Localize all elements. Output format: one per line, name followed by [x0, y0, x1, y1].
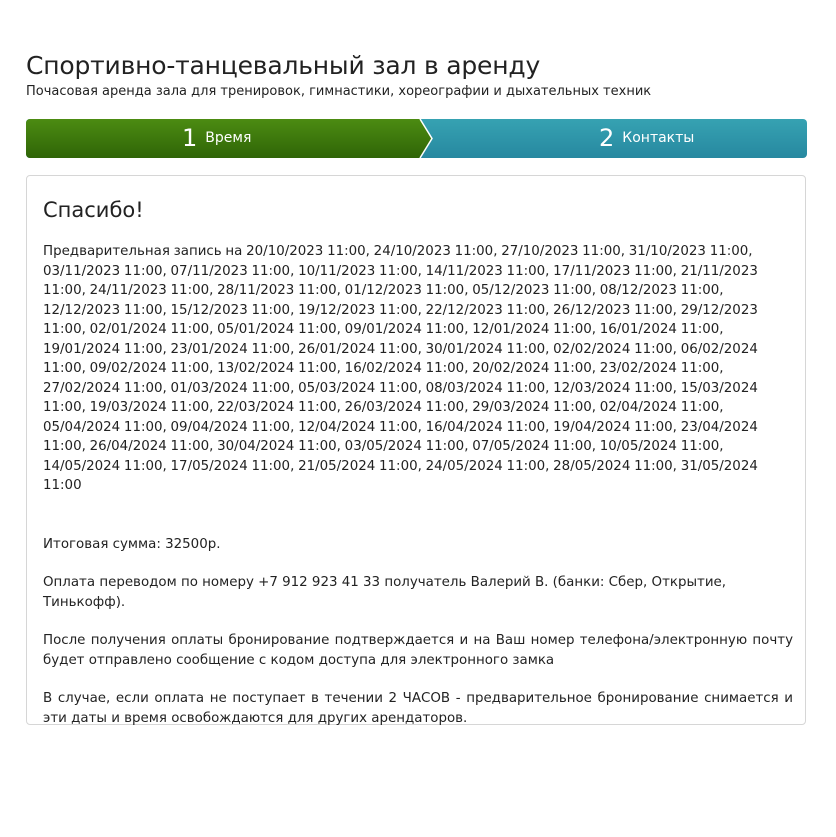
confirmation-info: После получения оплаты бронирование подтверждается и на Ваш номер телефона/электронную почту будет отправлено сообщение с кодом доступа для электронного замка: [43, 633, 793, 668]
total-amount: Итоговая сумма: 32500р.: [43, 536, 221, 552]
page-subtitle: Почасовая аренда зала для тренировок, гимнастики, хореографии и дыхательных техник: [26, 84, 652, 99]
step-1-number: 1: [182, 124, 198, 152]
payment-info: Оплата переводом по номеру +7 912 923 41 33 получатель Валерий В. (банки: Сбер, Открытие, Тинькофф).: [43, 575, 727, 610]
booking-dates: Предварительная запись на 20/10/2023 11:00, 24/10/2023 11:00, 27/10/2023 11:00, 31/10/2023 11:00, 03/11/2023 11:00, 07/11/2023 11:00, 10/11/2023 11:00, 14/11/2023 11:00, 17/11/2023 11:00, 21/11/2023 11:00, 24/11/2023 11:00, 28/11/2023 11:00, 01/12/2023 11:00, 05/12/2023 11:00, 08/12/2023 11:00, 12/12/2023 11:00, 15/12/2023 11:00, 19/12/2023 11:00, 22/12/2023 11:00, 26/12/2023 11:00, 29/12/2023 11:00, 02/01/2024 11:00, 05/01/2024 11:00, 09/01/2024 11:00, 12/01/2024 11:00, 16/01/2024 11:00, 19/01/2024 11:00, 23/01/2024 11:00, 26/01/2024 11:00, 30/01/2024 11:00, 02/02/2024 11:00, 06/02/2024 11:00, 09/02/2024 11:00, 13/02/2024 11:00, 16/02/2024 11:00, 20/02/2024 11:00, 23/02/2024 11:00, 27/02/2024 11:00, 01/03/2024 11:00, 05/03/2024 11:00, 08/03/2024 11:00, 12/03/2024 11:00, 15/03/2024 11:00, 19/03/2024 11:00, 22/03/2024 11:00, 26/03/2024 11:00, 29/03/2024 11:00, 02/04/2024 11:00, 05/04/2024 11:00, 09/04/2024 11:00, 12/04/2024 11:00, 16/04/2024 11:00, 19/04/2024 11:00, 23/04/2024 11:00, 26/04/2024 11:00, 30/04/2024 11:00, 03/05/2024 11:00, 07/05/2024 11:00, 10/05/2024 11:00, 14/05/2024 11:00, 17/05/2024 11:00, 21/05/2024 11:00, 24/05/2024 11:00, 28/05/2024 11:00, 31/05/2024 11:00: [43, 244, 758, 493]
confirmation-card: [26, 175, 806, 725]
page-title: Спортивно-танцевальный зал в аренду: [26, 51, 541, 80]
step-2[interactable]: [599, 119, 694, 158]
thanks-heading: Спасибо!: [43, 198, 144, 222]
step-progress-bar: [26, 119, 807, 158]
step-2-number: 2: [599, 124, 615, 152]
step-1[interactable]: [182, 119, 251, 158]
cancellation-info: В случае, если оплата не поступает в течении 2 ЧАСОВ - предварительное бронирование снимается и эти даты и время освобождаются для других арендаторов.: [43, 691, 793, 726]
step-1-label: Время: [205, 130, 252, 146]
page-header: [26, 50, 816, 101]
confirmation-body: [43, 242, 793, 728]
step-2-label: Контакты: [622, 130, 695, 146]
